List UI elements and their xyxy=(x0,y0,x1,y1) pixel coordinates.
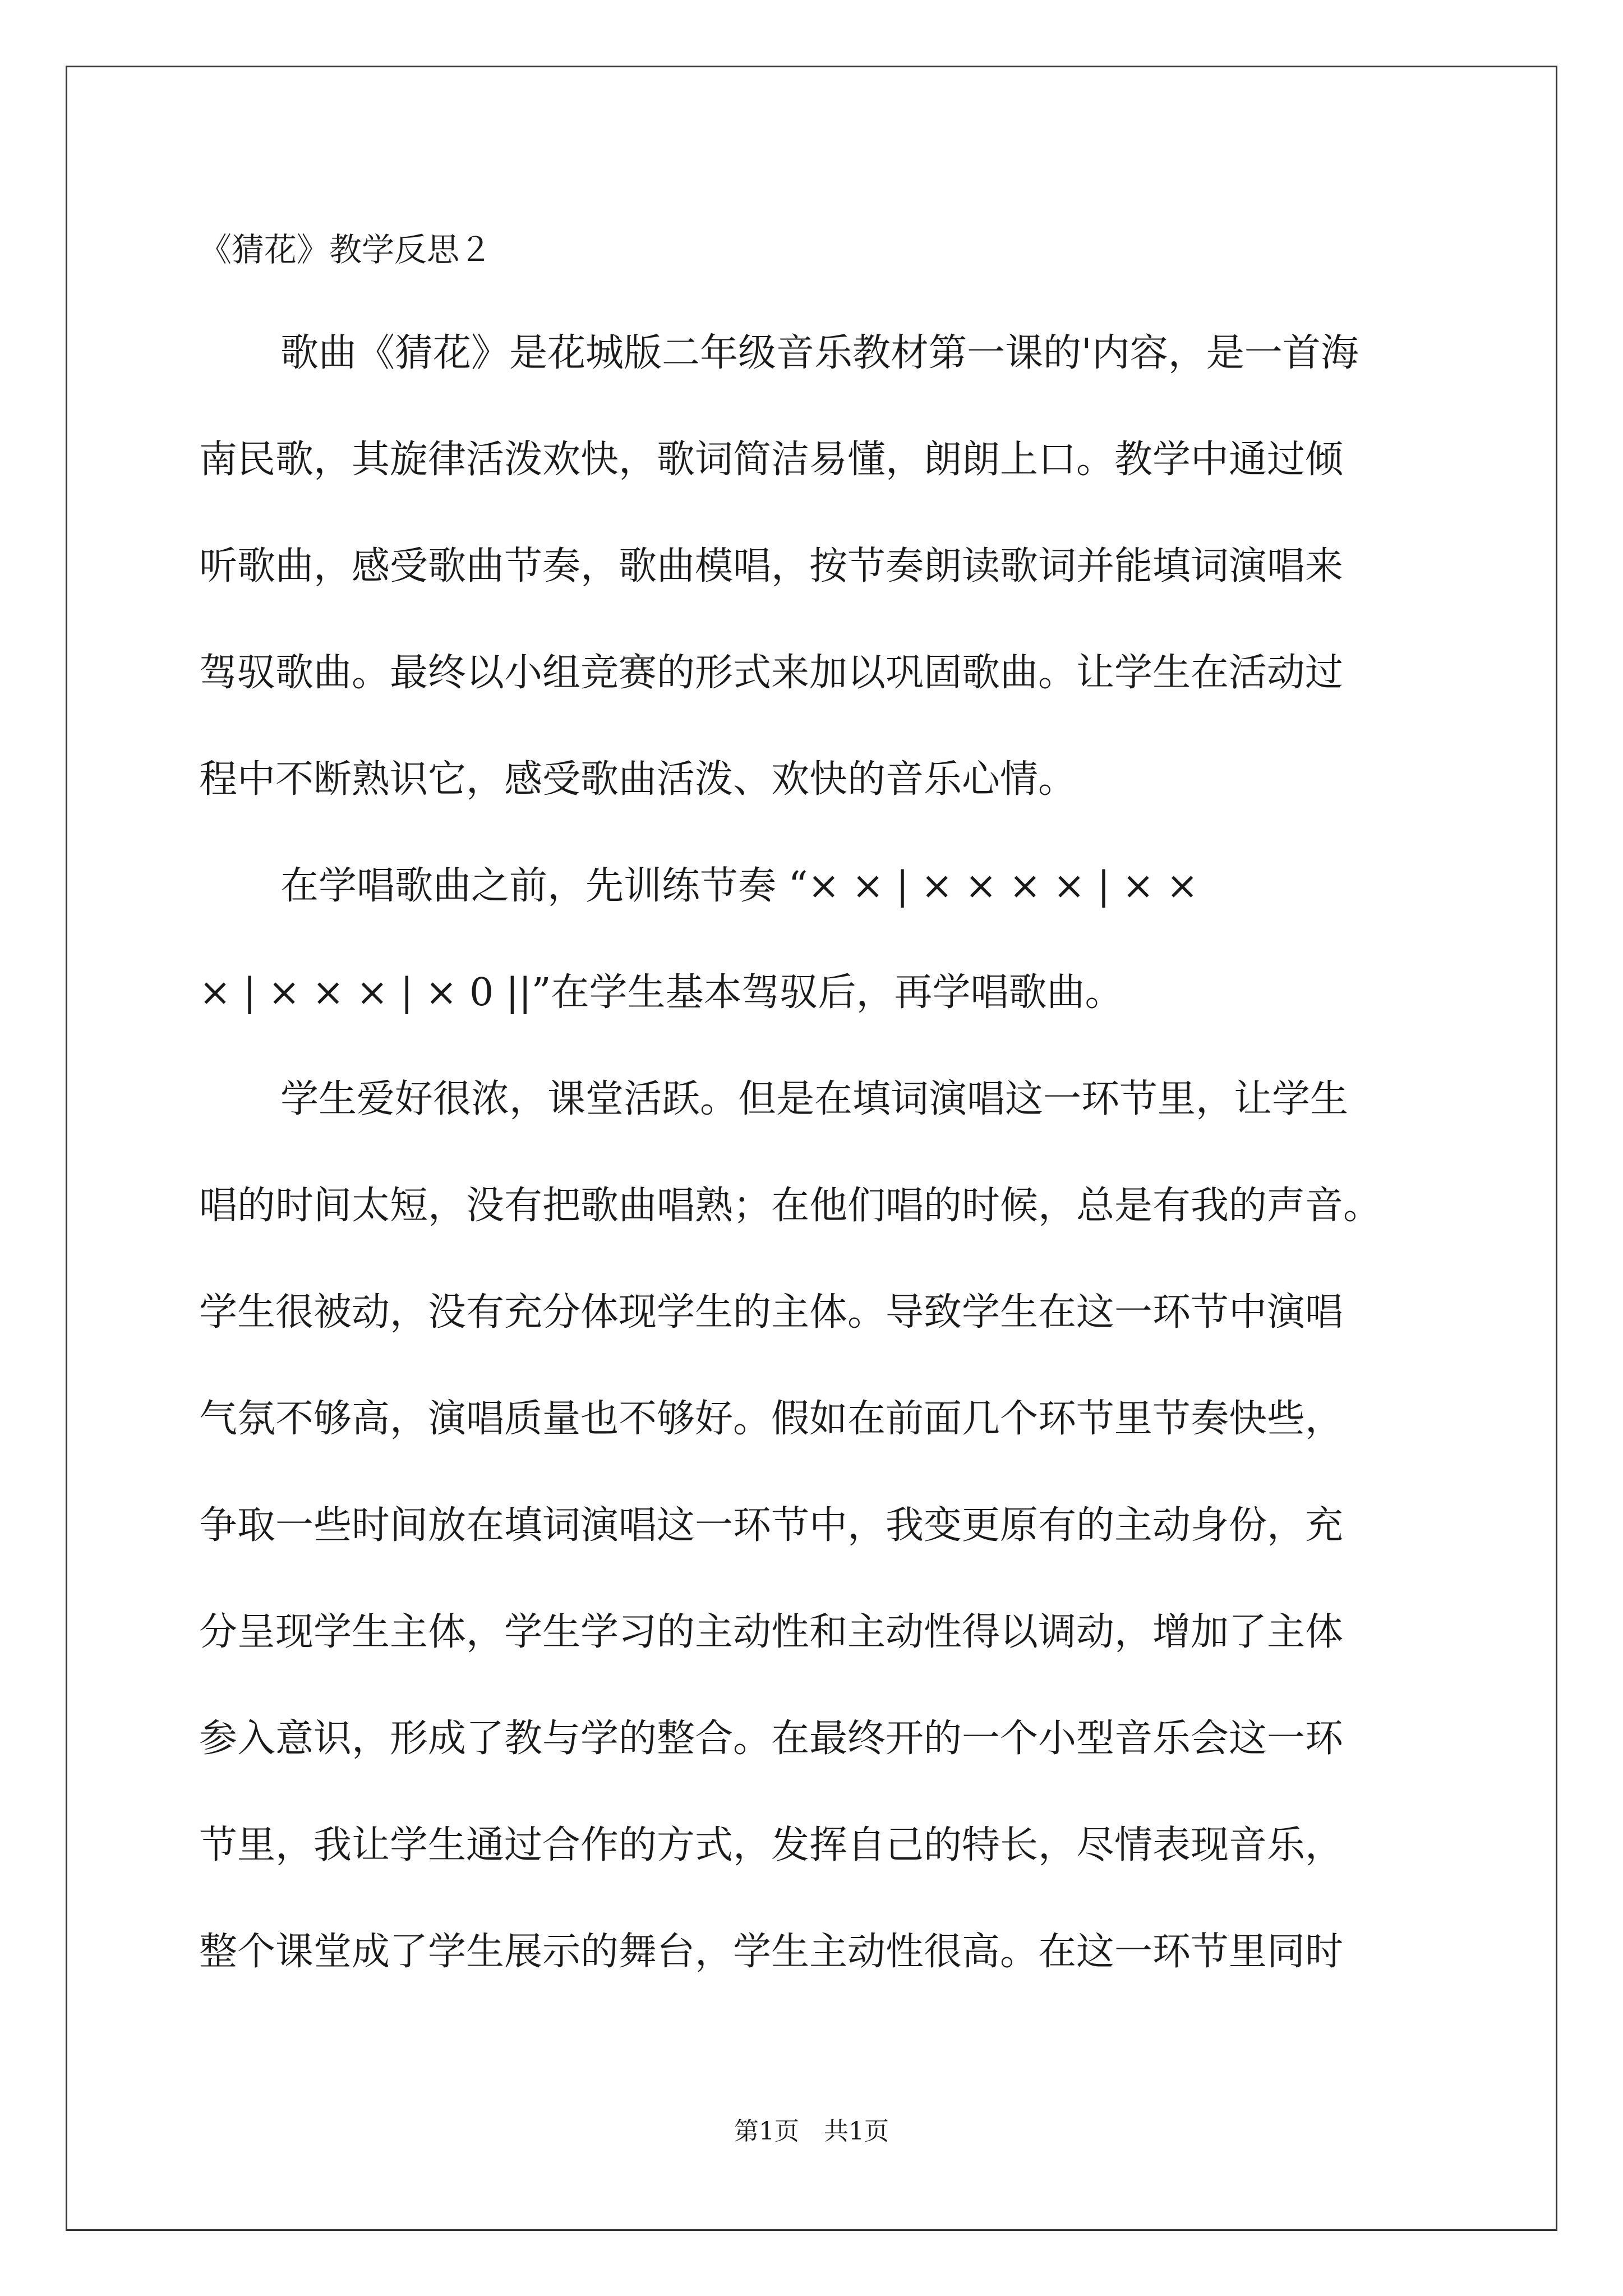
paragraph-3-line-9: 整个课堂成了学生展示的舞台，学生主动性很高。在这一环节里同时 xyxy=(199,1930,1344,1974)
paragraph-3-line-7: 参入意识，形成了教与学的整合。在最终开的一个小型音乐会这一环 xyxy=(199,1717,1344,1761)
paragraph-3-line-8: 节里，我让学生通过合作的方式，发挥自己的特长，尽情表现音乐， xyxy=(199,1823,1344,1867)
paragraph-3-line-5: 争取一些时间放在填词演唱这一环节中，我变更原有的主动身份，充 xyxy=(199,1503,1344,1548)
paragraph-2-line-1: 在学唱歌曲之前，先训练节奏 “× × | × × × × | × × xyxy=(280,864,1198,908)
paragraph-2-line-2: × | × × × | × 0 ||”在学生基本驾驭后，再学唱歌曲。 xyxy=(199,970,1123,1015)
paragraph-1-line-3: 听歌曲，感受歌曲节奏，歌曲模唱，按节奏朗读歌词并能填词演唱来 xyxy=(199,544,1344,588)
paragraph-1-line-1: 歌曲《猜花》是花城版二年级音乐教材第一课的'内容，是一首海 xyxy=(280,331,1359,375)
paragraph-3-line-2: 唱的时间太短，没有把歌曲唱熟；在他们唱的时候，总是有我的声音。 xyxy=(199,1184,1382,1228)
paragraph-3-line-3: 学生很被动，没有充分体现学生的主体。导致学生在这一环节中演唱 xyxy=(199,1290,1344,1335)
page-border xyxy=(66,66,1557,2231)
paragraph-1-line-2: 南民歌，其旋律活泼欢快，歌词简洁易懂，朗朗上口。教学中通过倾 xyxy=(199,438,1344,482)
document-title: 《猜花》教学反思２ xyxy=(199,231,492,269)
paragraph-1-line-5: 程中不断熟识它，感受歌曲活泼、欢快的音乐心情。 xyxy=(199,757,1077,802)
paragraph-3-line-1: 学生爱好很浓，课堂活跃。但是在填词演唱这一环节里，让学生 xyxy=(280,1077,1349,1121)
page-footer: 第1页 共1页 xyxy=(734,2117,889,2146)
paragraph-1-line-4: 驾驭歌曲。最终以小组竞赛的形式来加以巩固歌曲。让学生在活动过 xyxy=(199,651,1344,695)
paragraph-3-line-6: 分呈现学生主体，学生学习的主动性和主动性得以调动，增加了主体 xyxy=(199,1610,1344,1654)
paragraph-3-line-4: 气氛不够高，演唱质量也不够好。假如在前面几个环节里节奏快些， xyxy=(199,1397,1344,1441)
